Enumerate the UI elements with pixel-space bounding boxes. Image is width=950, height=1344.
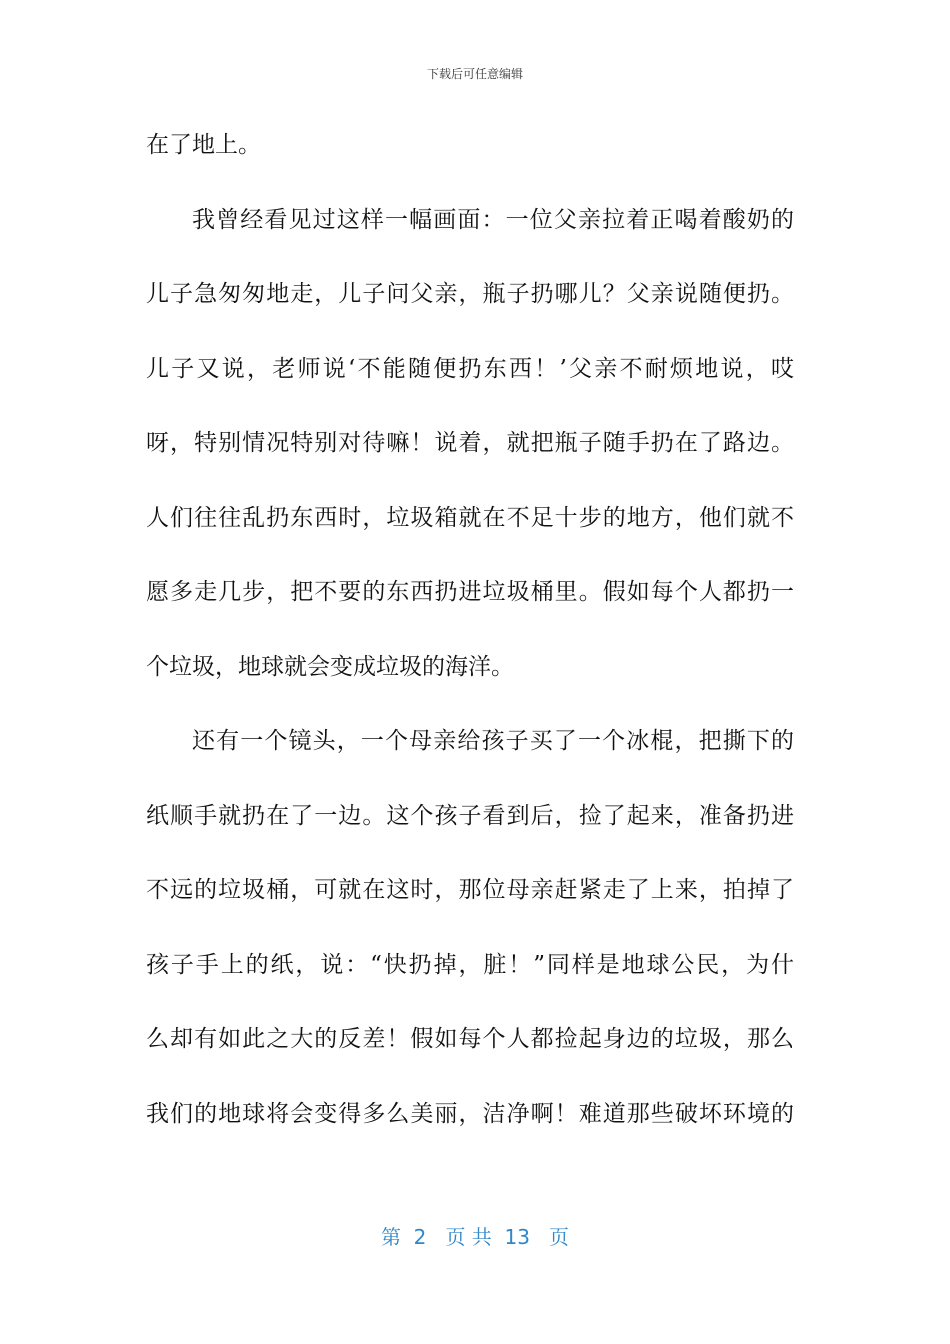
article-body — [146, 115, 794, 1158]
page-header: 下载后可任意编辑 — [426, 67, 523, 81]
text-line: 愿多走几步，把不要的东西扔进垃圾桶里。假如每个人都扔一 — [146, 579, 794, 605]
text-line: 在了地上。 — [146, 132, 261, 158]
text-line: 么却有如此之大的反差！假如每个人都捡起身边的垃圾，那么 — [146, 1026, 794, 1052]
text-line: 我们的地球将会变得多么美丽，洁净啊！难道那些破坏环境的 — [146, 1100, 794, 1127]
text-line: 不远的垃圾桶，可就在这时，那位母亲赶紧走了上来，拍掉了 — [146, 877, 794, 903]
text-line: 儿子急匆匆地走，儿子问父亲，瓶子扔哪儿？父亲说随便扔。 — [146, 281, 794, 307]
text-line: 纸顺手就扔在了一边。这个孩子看到后，捡了起来，准备扔进 — [146, 802, 794, 829]
paragraph-first-line: 我曾经看见过这样一幅画面：一位父亲拉着正喝着酸奶的 — [192, 206, 794, 233]
paragraph-first-line: 还有一个镜头，一个母亲给孩子买了一个冰棍，把撕下的 — [192, 728, 794, 754]
page-number-footer: 第 2 页 共 13 页 — [380, 1225, 570, 1249]
text-line: 儿子又说，老师说‘不能随便扔东西！’父亲不耐烦地说，哎 — [146, 355, 794, 382]
text-line: 孩子手上的纸，说：“快扔掉，脏！”同样是地球公民，为什 — [146, 951, 794, 978]
text-line: 人们往往乱扔东西时，垃圾箱就在不足十步的地方，他们就不 — [146, 504, 794, 531]
text-line: 个垃圾，地球就会变成垃圾的海洋。 — [146, 653, 514, 680]
text-line: 呀，特别情况特别对待嘛！说着，就把瓶子随手扔在了路边。 — [146, 430, 794, 456]
